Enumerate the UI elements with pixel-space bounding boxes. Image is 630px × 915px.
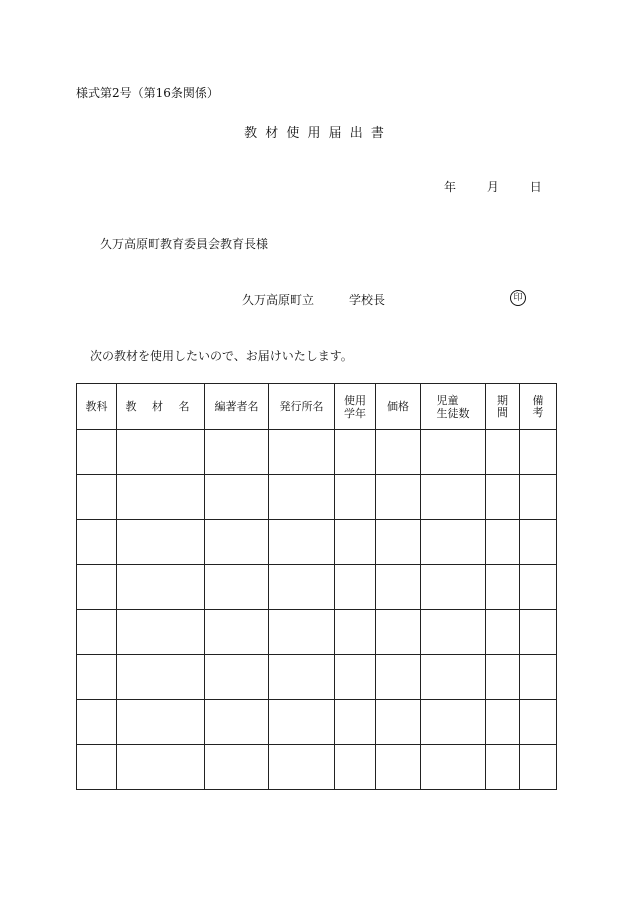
table-cell[interactable]: [117, 700, 205, 745]
column-header: [376, 384, 421, 430]
sender-line: [242, 291, 386, 308]
table-row: [77, 430, 557, 475]
column-header: [205, 384, 269, 430]
table-cell[interactable]: [520, 475, 557, 520]
table-cell[interactable]: [520, 520, 557, 565]
table-cell[interactable]: [335, 655, 376, 700]
table-cell[interactable]: [520, 610, 557, 655]
table-cell[interactable]: [269, 565, 335, 610]
table-cell[interactable]: [77, 700, 117, 745]
table-cell[interactable]: [376, 610, 421, 655]
table-cell[interactable]: [269, 520, 335, 565]
table-cell[interactable]: [205, 430, 269, 475]
table-cell[interactable]: [335, 610, 376, 655]
table-header-row: [77, 384, 557, 430]
table-cell[interactable]: [117, 430, 205, 475]
table-cell[interactable]: [486, 520, 520, 565]
table-cell[interactable]: [376, 745, 421, 790]
column-header-label: 教 材 名: [125, 400, 196, 413]
table-cell[interactable]: [376, 565, 421, 610]
addressee: 久万高原町教育委員会教育長様: [100, 237, 269, 251]
table-cell[interactable]: [520, 700, 557, 745]
table-cell[interactable]: [486, 610, 520, 655]
column-header-label: 期間: [497, 393, 508, 419]
column-header-label: 使用 学年: [344, 393, 366, 420]
column-header: [421, 384, 486, 430]
table-cell[interactable]: [335, 430, 376, 475]
form-number: 様式第2号（第16条関係）: [76, 86, 219, 100]
table-cell[interactable]: [117, 520, 205, 565]
column-header: [117, 384, 205, 430]
table-row: [77, 475, 557, 520]
table-cell[interactable]: [376, 430, 421, 475]
table-cell[interactable]: [205, 520, 269, 565]
column-header: [269, 384, 335, 430]
table-cell[interactable]: [421, 700, 486, 745]
table-row: [77, 520, 557, 565]
table-cell[interactable]: [117, 565, 205, 610]
table-cell[interactable]: [335, 745, 376, 790]
notice-text: 次の教材を使用したいので、お届けいたします。: [90, 349, 353, 363]
column-header: [486, 384, 520, 430]
table-cell[interactable]: [421, 520, 486, 565]
table-cell[interactable]: [421, 610, 486, 655]
table-cell[interactable]: [269, 610, 335, 655]
table-cell[interactable]: [77, 655, 117, 700]
column-header-label: 備考: [532, 393, 544, 419]
table-cell[interactable]: [520, 655, 557, 700]
column-header: [335, 384, 376, 430]
table-cell[interactable]: [77, 610, 117, 655]
material-table-wrapper: [76, 383, 557, 790]
table-cell[interactable]: [205, 565, 269, 610]
sender-school-suffix: 学校長: [349, 293, 386, 307]
table-cell[interactable]: [376, 520, 421, 565]
table-row: [77, 610, 557, 655]
date-line: [444, 178, 542, 195]
table-row: [77, 745, 557, 790]
table-cell[interactable]: [486, 565, 520, 610]
table-cell[interactable]: [335, 520, 376, 565]
table-body: [77, 430, 557, 790]
table-cell[interactable]: [77, 520, 117, 565]
table-cell[interactable]: [205, 745, 269, 790]
table-cell[interactable]: [376, 700, 421, 745]
table-cell[interactable]: [77, 565, 117, 610]
column-header: [520, 384, 557, 430]
table-cell[interactable]: [421, 475, 486, 520]
table-cell[interactable]: [205, 700, 269, 745]
table-cell[interactable]: [205, 610, 269, 655]
column-header-label: 児童 生徒数: [436, 393, 470, 420]
table-cell[interactable]: [376, 475, 421, 520]
table-cell[interactable]: [77, 745, 117, 790]
table-cell[interactable]: [117, 745, 205, 790]
table-cell[interactable]: [269, 745, 335, 790]
table-cell[interactable]: [117, 655, 205, 700]
table-cell[interactable]: [77, 475, 117, 520]
material-table: [76, 383, 557, 790]
table-cell[interactable]: [335, 475, 376, 520]
table-cell[interactable]: [117, 475, 205, 520]
table-cell[interactable]: [421, 430, 486, 475]
table-cell[interactable]: [269, 655, 335, 700]
table-cell[interactable]: [520, 565, 557, 610]
date-day-label: 日: [529, 180, 542, 194]
table-row: [77, 565, 557, 610]
table-row: [77, 700, 557, 745]
seal-mark: 印: [510, 290, 526, 306]
table-cell[interactable]: [269, 430, 335, 475]
table-cell[interactable]: [486, 745, 520, 790]
table-cell[interactable]: [269, 700, 335, 745]
date-month-label: 月: [486, 180, 499, 194]
column-header: [77, 384, 117, 430]
table-cell[interactable]: [205, 655, 269, 700]
table-cell[interactable]: [486, 475, 520, 520]
table-cell[interactable]: [421, 655, 486, 700]
table-cell[interactable]: [486, 700, 520, 745]
table-cell[interactable]: [335, 700, 376, 745]
table-cell[interactable]: [520, 745, 557, 790]
date-year-label: 年: [444, 180, 457, 194]
column-header-label: 編著者名: [214, 400, 259, 413]
table-cell[interactable]: [269, 475, 335, 520]
column-header-label: 発行所名: [279, 400, 324, 413]
table-cell[interactable]: [421, 745, 486, 790]
sender-prefix: 久万高原町立: [242, 293, 315, 307]
document-title: 教 材 使 用 届 出 書: [244, 126, 386, 141]
table-cell[interactable]: [376, 655, 421, 700]
column-header-label: 価格: [387, 400, 409, 413]
table-cell[interactable]: [77, 430, 117, 475]
table-cell[interactable]: [205, 475, 269, 520]
table-cell[interactable]: [421, 565, 486, 610]
column-header-label: 教科: [85, 400, 108, 413]
table-cell[interactable]: [117, 610, 205, 655]
table-cell[interactable]: [335, 565, 376, 610]
table-cell[interactable]: [520, 430, 557, 475]
table-row: [77, 655, 557, 700]
table-cell[interactable]: [486, 430, 520, 475]
table-cell[interactable]: [486, 655, 520, 700]
